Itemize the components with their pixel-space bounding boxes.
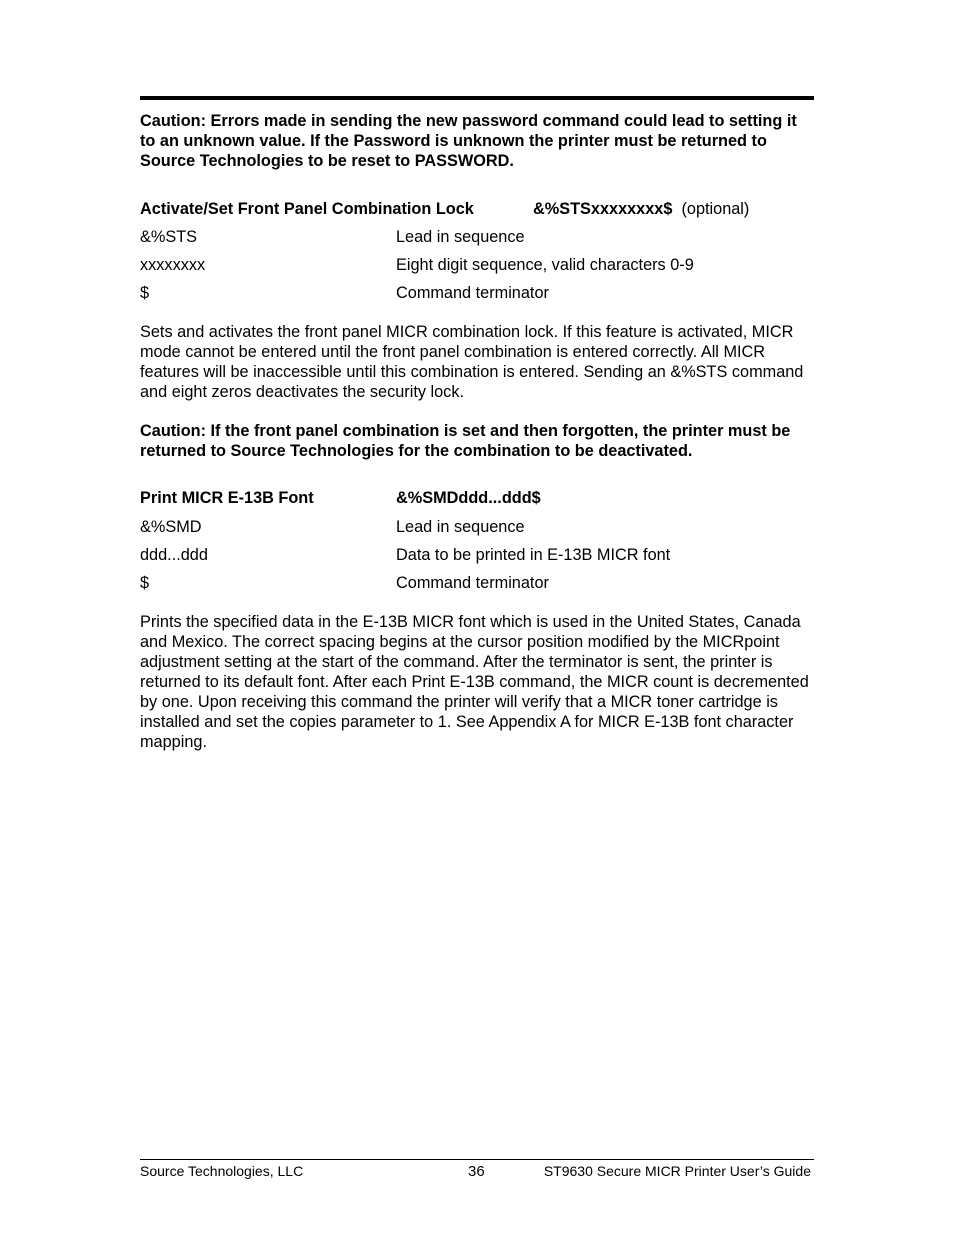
document-page: [140, 0, 814, 1235]
combo-lock-command: &%STSxxxxxxxx$: [533, 200, 673, 218]
combo-lock-title: Activate/Set Front Panel Combination Lock: [140, 200, 474, 218]
param-name: &%STS: [140, 228, 198, 246]
param-description: Lead in sequence: [396, 518, 525, 536]
micr-font-param-row: [140, 517, 814, 537]
combo-lock-param-row: [140, 255, 814, 275]
micr-font-param-row: [140, 573, 814, 593]
micr-font-command: &%SMDddd...ddd$: [396, 489, 541, 507]
param-name: $: [140, 284, 150, 302]
combo-lock-heading: [140, 199, 474, 219]
micr-font-command-syntax: [396, 488, 541, 508]
caution-password-note: Caution: Errors made in sending the new password command could lead to setting it to an unknown value. If the Password is unknown the printer must be returned to Source Technologies to be reset to PASSWORD.: [140, 112, 797, 170]
param-description: Command terminator: [396, 574, 549, 592]
param-name: xxxxxxxx: [140, 256, 206, 274]
param-description: Command terminator: [396, 284, 549, 302]
param-name: ddd...ddd: [140, 546, 208, 564]
combo-lock-description: Sets and activates the front panel MICR combination lock. If this feature is activated, MICR mode cannot be entered until the front panel combination is entered correctly. All MICR features will be inaccessible until this combination is entered. Sending an &%STS command and eight zeros deactivates the security lock.: [140, 323, 804, 401]
footer-company: Source Technologies, LLC: [140, 1163, 304, 1179]
footer-page-number: 36: [468, 1163, 485, 1180]
header-rule: [140, 96, 814, 100]
param-description: Eight digit sequence, valid characters 0-9: [396, 256, 694, 274]
param-name: &%SMD: [140, 518, 202, 536]
param-name: $: [140, 574, 150, 592]
footer-rule: [140, 1159, 814, 1160]
param-description: Data to be printed in E-13B MICR font: [396, 546, 671, 564]
caution-combination-note: Caution: If the front panel combination is set and then forgotten, the printer must be returned to Source Technologies for the combination to be deactivated.: [140, 422, 791, 460]
footer-guide-title: ST9630 Secure MICR Printer User’s Guide: [543, 1163, 811, 1179]
combo-lock-command-syntax: [533, 199, 749, 219]
combo-lock-param-row: [140, 283, 814, 303]
param-description: Lead in sequence: [396, 228, 525, 246]
micr-font-heading: [140, 488, 314, 508]
combo-lock-param-row: [140, 227, 814, 247]
combo-lock-optional: (optional): [681, 200, 750, 218]
micr-font-param-row: [140, 545, 814, 565]
micr-font-title: Print MICR E-13B Font: [140, 489, 314, 507]
micr-font-description: Prints the specified data in the E-13B MICR font which is used in the United States, Canada and Mexico. The correct spacing begins at the cursor position modified by the MICRpoint adjustment setting at the start of the command. After the terminator is sent, the printer is returned to its default font. After each Print E-13B command, the MICR count is decremented by one. Upon receiving this command the printer will verify that a MICR toner cartridge is installed and set the copies parameter to 1. See Appendix A for MICR E-13B font character mapping.: [140, 613, 809, 751]
